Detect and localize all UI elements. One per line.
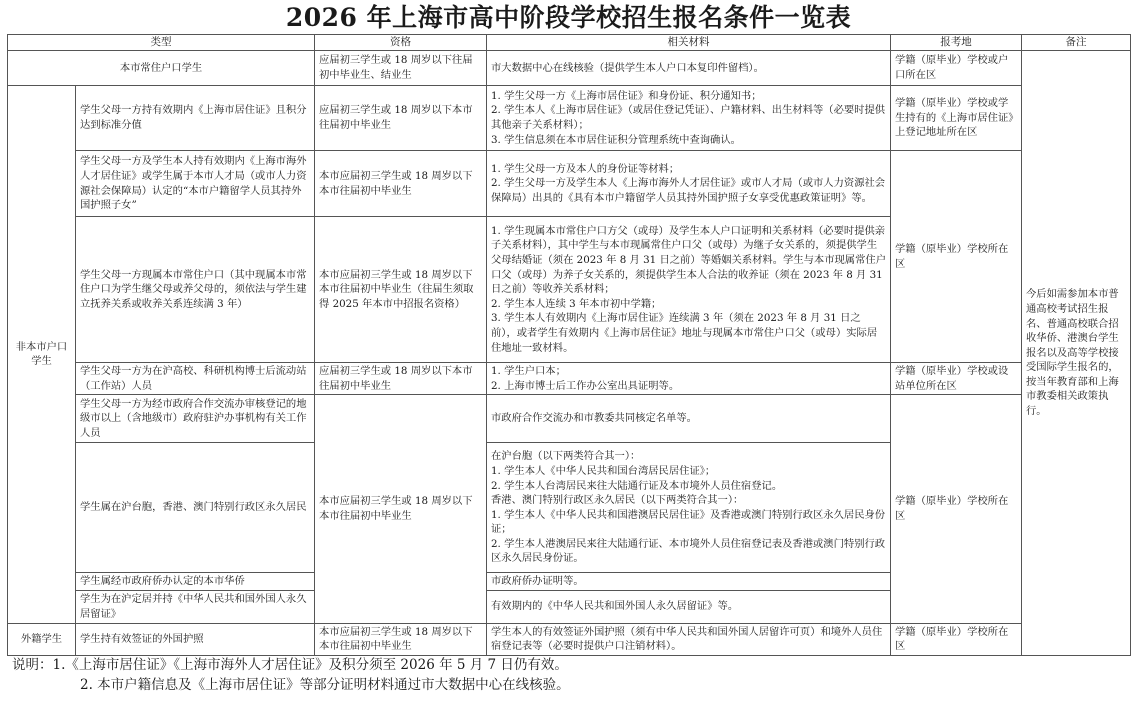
remarks-cell: 今后如需参加本市普通高校考试招生报名、普通高校联合招收华侨、港澳台学生报名以及高等学校接受国际学生报名的，按当年教育部和上海市教委相关政策执行。 bbox=[1022, 51, 1131, 656]
notes bbox=[12, 655, 570, 695]
header-remarks: 备注 bbox=[1022, 35, 1131, 51]
header-qualification: 资格 bbox=[315, 35, 487, 51]
material-line: 2. 学生本人港澳居民来往大陆通行证、本市境外人员住宿登记表及香港或澳门特别行政区永久居民身份证。 bbox=[491, 537, 886, 565]
material-line: 1. 学生父母一方及本人的身份证等材料； bbox=[491, 162, 680, 175]
material-line: 1. 学生户口本； bbox=[491, 365, 566, 377]
table-row bbox=[8, 363, 1131, 395]
header-category: 类型 bbox=[8, 35, 315, 51]
materials-cell bbox=[487, 590, 891, 623]
material-line: 香港、澳门特别行政区永久居民（以下两类符合其一）： bbox=[491, 494, 744, 507]
location-cell: 学籍（原毕业）学校所在区 bbox=[891, 151, 1022, 363]
materials-cell bbox=[487, 217, 891, 363]
material-line: 1. 学生父母一方《上海市居住证》和身份证、积分通知书； bbox=[491, 89, 762, 102]
qualification-cell: 应届初三学生或 18 周岁以下本市往届初中毕业生 bbox=[315, 363, 487, 395]
note-line-1 bbox=[12, 655, 570, 675]
condition-cell: 学生父母一方为经市政府合作交流办审核登记的地级市以上（含地级市）政府驻沪办事机构有关工作人员 bbox=[76, 395, 315, 443]
group-label-nonlocal: 非本市户口学生 bbox=[8, 86, 76, 624]
qualification-cell: 本市应届初三学生或 18 周岁以下本市往届初中毕业生（往届生须取得 2025 年本市中招报名资格） bbox=[315, 217, 487, 363]
material-line: 1. 学生现属本市常住户口方父（或母）及学生本人户口证明和关系材料（必要时提供亲子关系材料），其中学生与本市现属常住户口父（或母）为继子女关系的，须提供学生父母结婚证（须在 2023 年 8 月 31 日之前）等婚姻关系材料。学生与本市现属常住户口父（或母）为养子女关系的，须提供学生本人合法的收养证（须在 2023 年 8 月 31 日之前）等收养关系材料； bbox=[491, 224, 886, 296]
materials-cell bbox=[487, 86, 891, 151]
condition-cell: 学生父母一方及学生本人持有效期内《上海市海外人才居住证》或学生属于本市人才局（或市人力资源社会保障局）认定的“本市户籍留学人员其持外国护照子女” bbox=[76, 151, 315, 217]
material-line: 在沪台胞（以下两类符合其一）： bbox=[491, 450, 641, 463]
materials-cell bbox=[487, 573, 891, 591]
note-line-2 bbox=[12, 675, 570, 695]
header-location: 报考地 bbox=[891, 35, 1022, 51]
location-cell: 学籍（原毕业）学校所在区 bbox=[891, 395, 1022, 624]
table-row bbox=[8, 623, 1131, 655]
location-cell: 学籍（原毕业）学校或户口所在区 bbox=[891, 51, 1022, 86]
note-text-1: 1.《上海市居住证》《上海市海外人才居住证》及积分须至 2026 年 5 月 7 日仍有效。 bbox=[52, 657, 568, 673]
table-row bbox=[8, 86, 1131, 151]
material-line: 3. 学生信息须在本市居住证积分管理系统中查询确认。 bbox=[491, 133, 741, 146]
material-line: 3. 学生本人有效期内《上海市居住证》连续满 3 年（须在 2023 年 8 月 31 日之前），或者学生有效期内《上海市居住证》地址与现属本市常住户口父（或母）实际居住地址一致材料。 bbox=[491, 312, 878, 354]
page-title: 2026 年上海市高中阶段学校招生报名条件一览表 bbox=[285, 3, 852, 32]
material-line: 2. 学生父母一方及学生本人《上海市海外人才居住证》或市人才局（或市人力资源社会保障局）出具的《具有本市户籍留学人员其持外国护照子女享受优惠政策证明》等。 bbox=[491, 177, 886, 204]
condition-cell: 学生父母一方为在沪高校、科研机构博士后流动站（工作站）人员 bbox=[76, 363, 315, 395]
qualification-cell: 本市应届初三学生或 18 周岁以下本市往届初中毕业生 bbox=[315, 151, 487, 217]
materials-cell bbox=[487, 151, 891, 217]
table-row bbox=[8, 395, 1131, 443]
admission-conditions-table bbox=[7, 34, 1131, 656]
condition-cell: 学生属在沪台胞，香港、澳门特别行政区永久居民 bbox=[76, 443, 315, 573]
location-cell: 学籍（原毕业）学校或学生持有的《上海市居住证》上登记地址所在区 bbox=[891, 86, 1022, 151]
condition-cell: 学生父母一方持有效期内《上海市居住证》且积分达到标准分值 bbox=[76, 86, 315, 151]
condition-cell: 学生为在沪定居并持《中华人民共和国外国人永久居留证》 bbox=[76, 590, 315, 623]
material-line: 学生本人的有效签证外国护照（须有中华人民共和国外国人居留许可页）和境外人员住宿登记表等（必要时提供户口注销材料）。 bbox=[491, 625, 883, 653]
material-line: 2. 学生本人台湾居民来往大陆通行证及本市境外人员住宿登记。 bbox=[491, 479, 783, 492]
qualification-cell: 应届初三学生或 18 周岁以下往届初中毕业生、结业生 bbox=[315, 51, 487, 86]
materials-cell bbox=[487, 395, 891, 443]
table-row bbox=[8, 151, 1131, 217]
category-cell: 本市常住户口学生 bbox=[8, 51, 315, 86]
group-label-foreign: 外籍学生 bbox=[8, 623, 76, 655]
material-line: 2. 学生本人连续 3 年本市初中学籍； bbox=[491, 297, 662, 310]
material-line: 市政府合作交流办和市教委共同核定名单等。 bbox=[491, 412, 697, 425]
location-cell: 学籍（原毕业）学校或设站单位所在区 bbox=[891, 363, 1022, 395]
condition-cell: 学生父母一方现属本市常住户口（其中现属本市常住户口为学生继父母或养父母的，须依法与学生建立抚养关系或收养关系连续满 3 年） bbox=[76, 217, 315, 363]
condition-cell: 学生持有效签证的外国护照 bbox=[76, 623, 315, 655]
materials-cell: 市大数据中心在线核验（提供学生本人户口本复印件留档）。 bbox=[487, 51, 891, 86]
material-line: 2. 上海市博士后工作办公室出具证明等。 bbox=[491, 379, 680, 392]
header-row bbox=[8, 35, 1131, 51]
material-line: 有效期内的《中华人民共和国外国人永久居留证》等。 bbox=[491, 600, 739, 613]
material-line: 1. 学生本人《中华人民共和国港澳居民居住证》及香港或澳门特别行政区永久居民身份证； bbox=[491, 508, 886, 536]
location-cell: 学籍（原毕业）学校所在区 bbox=[891, 623, 1022, 655]
header-materials: 相关材料 bbox=[487, 35, 891, 51]
materials-cell bbox=[487, 443, 891, 573]
condition-cell: 学生属经市政府侨办认定的本市华侨 bbox=[76, 573, 315, 591]
qualification-cell: 应届初三学生或 18 周岁以下本市往届初中毕业生 bbox=[315, 86, 487, 151]
qualification-cell: 本市应届初三学生或 18 周岁以下本市往届初中毕业生 bbox=[315, 623, 487, 655]
material-line: 2. 学生本人《上海市居住证》（或居住登记凭证）、户籍材料、出生材料等（必要时提供其他亲子关系材料）； bbox=[491, 104, 886, 131]
table-row bbox=[8, 51, 1131, 86]
materials-cell bbox=[487, 363, 891, 395]
notes-label: 说明： bbox=[12, 657, 53, 673]
qualification-cell: 本市应届初三学生或 18 周岁以下本市往届初中毕业生 bbox=[315, 395, 487, 624]
material-line: 1. 学生本人《中华人民共和国台湾居民居住证》； bbox=[491, 464, 716, 477]
material-line: 市政府侨办证明等。 bbox=[491, 575, 584, 588]
note-text-2: 2. 本市户籍信息及《上海市居住证》等部分证明材料通过市大数据中心在线核验。 bbox=[80, 677, 570, 693]
materials-cell bbox=[487, 623, 891, 655]
